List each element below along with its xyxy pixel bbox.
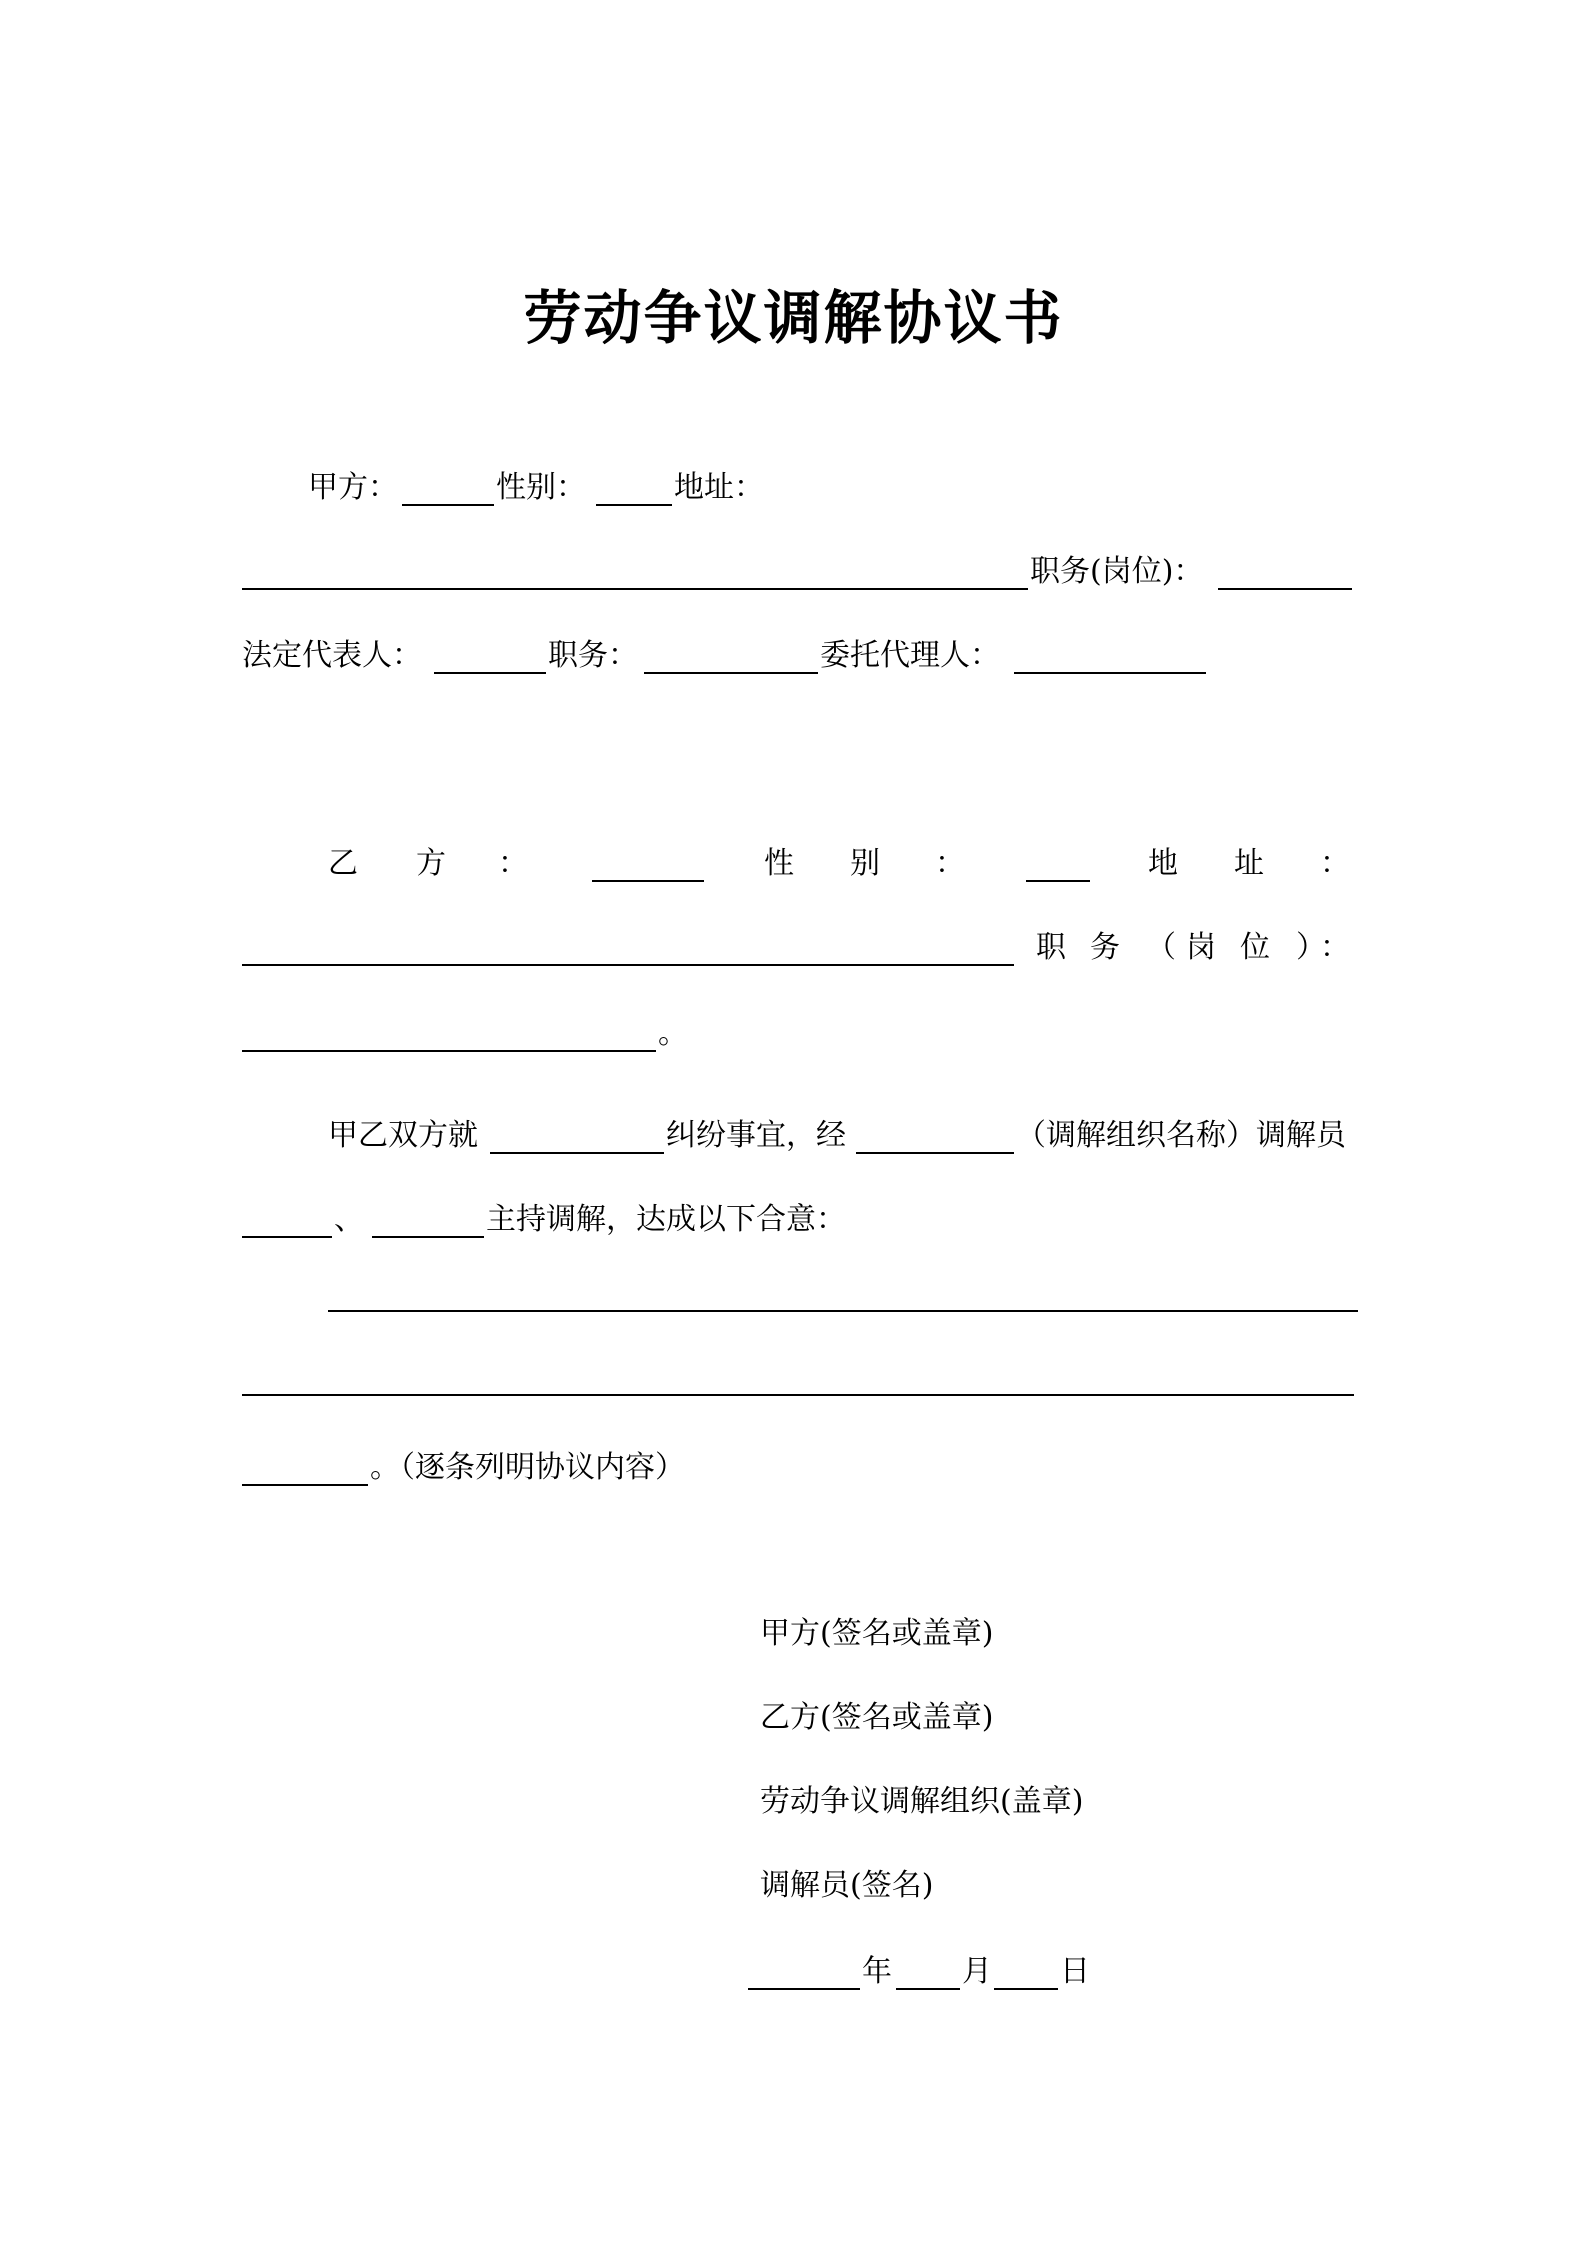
party-b-address-field[interactable]	[242, 964, 1014, 966]
party-b-position-char: 务	[1090, 930, 1120, 965]
party-b-char: ：	[498, 846, 528, 881]
document-title: 劳动争议调解协议书	[523, 284, 1064, 352]
agreement-content-field-2[interactable]	[242, 1394, 1354, 1396]
party-a-line-2	[0, 550, 1587, 594]
party-b-line-1	[0, 842, 1587, 886]
mediator-1-field[interactable]	[242, 1236, 332, 1238]
party-b-char: 方	[416, 846, 446, 881]
day-label: 日	[1060, 1954, 1090, 1989]
agent-label: 委托代理人：	[820, 638, 1000, 673]
year-field[interactable]	[748, 1988, 860, 1990]
position-label: 职务(岗位)：	[1030, 554, 1204, 589]
party-a-address-field[interactable]	[242, 588, 1028, 590]
signature-mediator	[760, 1864, 1360, 1908]
day-field[interactable]	[994, 1988, 1058, 1990]
party-b-gender-field[interactable]	[1026, 880, 1090, 882]
signature-org-label: 劳动争议调解组织(盖章)	[760, 1784, 1084, 1819]
signature-date	[0, 1950, 1587, 1994]
gender-label: 性别：	[496, 470, 586, 505]
address-label: 地址：	[674, 470, 764, 505]
party-a-line-1	[0, 466, 1587, 510]
signature-party-a-label: 甲方(签名或盖章)	[760, 1616, 994, 1651]
party-b-char: 址	[1234, 846, 1264, 881]
party-b-position-char: 位	[1240, 930, 1270, 965]
party-b-position-field[interactable]	[242, 1050, 656, 1052]
party-b-name-field[interactable]	[592, 880, 704, 882]
body-line-2	[0, 1198, 1587, 1242]
party-b-position-char: （	[1146, 930, 1176, 965]
dispute-field[interactable]	[490, 1152, 664, 1154]
agreement-content-field-1[interactable]	[328, 1310, 1358, 1312]
body-text-1c: （调解组织名称）调解员	[1016, 1118, 1346, 1153]
party-a-label: 甲方：	[308, 470, 398, 505]
month-field[interactable]	[896, 1988, 960, 1990]
signature-party-b-label: 乙方(签名或盖章)	[760, 1700, 994, 1735]
party-b-char: ：	[935, 846, 965, 881]
year-label: 年	[862, 1954, 892, 1989]
legal-rep-field[interactable]	[434, 672, 546, 674]
agreement-line-1	[0, 1272, 1587, 1316]
party-b-char: 乙	[328, 846, 358, 881]
legal-rep-duty-field[interactable]	[644, 672, 818, 674]
party-a-gender-field[interactable]	[596, 504, 672, 506]
party-b-char: 性	[764, 846, 794, 881]
signature-org	[760, 1780, 1360, 1824]
body-text-1a: 甲乙双方就	[328, 1118, 478, 1153]
signature-party-a	[760, 1612, 1360, 1656]
signature-party-b	[760, 1696, 1360, 1740]
agreement-line-2	[0, 1356, 1587, 1400]
agreement-content-field-3[interactable]	[242, 1484, 368, 1486]
body-line-1	[0, 1114, 1587, 1158]
party-b-char: 地	[1148, 846, 1178, 881]
party-b-line-2	[0, 926, 1587, 970]
party-a-name-field[interactable]	[402, 504, 494, 506]
party-b-position-char: 职	[1036, 930, 1066, 965]
agent-field[interactable]	[1014, 672, 1206, 674]
party-b-char: 别	[850, 846, 880, 881]
party-b-position-char: ：	[1320, 930, 1350, 965]
body-text-2b: 主持调解，达成以下合意：	[486, 1202, 846, 1237]
agreement-line-3	[0, 1446, 1587, 1490]
legal-rep-label: 法定代表人：	[242, 638, 422, 673]
period-mark: 。	[658, 1016, 688, 1051]
party-b-position-char: ）	[1296, 930, 1326, 965]
mediation-org-field[interactable]	[856, 1152, 1014, 1154]
party-b-line-3	[0, 1012, 1587, 1056]
separator-mark: 、	[334, 1202, 364, 1237]
signature-mediator-label: 调解员(签名)	[760, 1868, 934, 1903]
mediator-2-field[interactable]	[372, 1236, 484, 1238]
party-a-line-3	[0, 634, 1587, 678]
party-b-position-char: 岗	[1186, 930, 1216, 965]
party-b-char: ：	[1320, 846, 1350, 881]
duty-label: 职务：	[548, 638, 638, 673]
month-label: 月	[962, 1954, 992, 1989]
party-a-position-field[interactable]	[1218, 588, 1352, 590]
body-text-1b: 纠纷事宜，经	[666, 1118, 846, 1153]
agreement-note: 。（逐条列明协议内容）	[370, 1450, 685, 1485]
